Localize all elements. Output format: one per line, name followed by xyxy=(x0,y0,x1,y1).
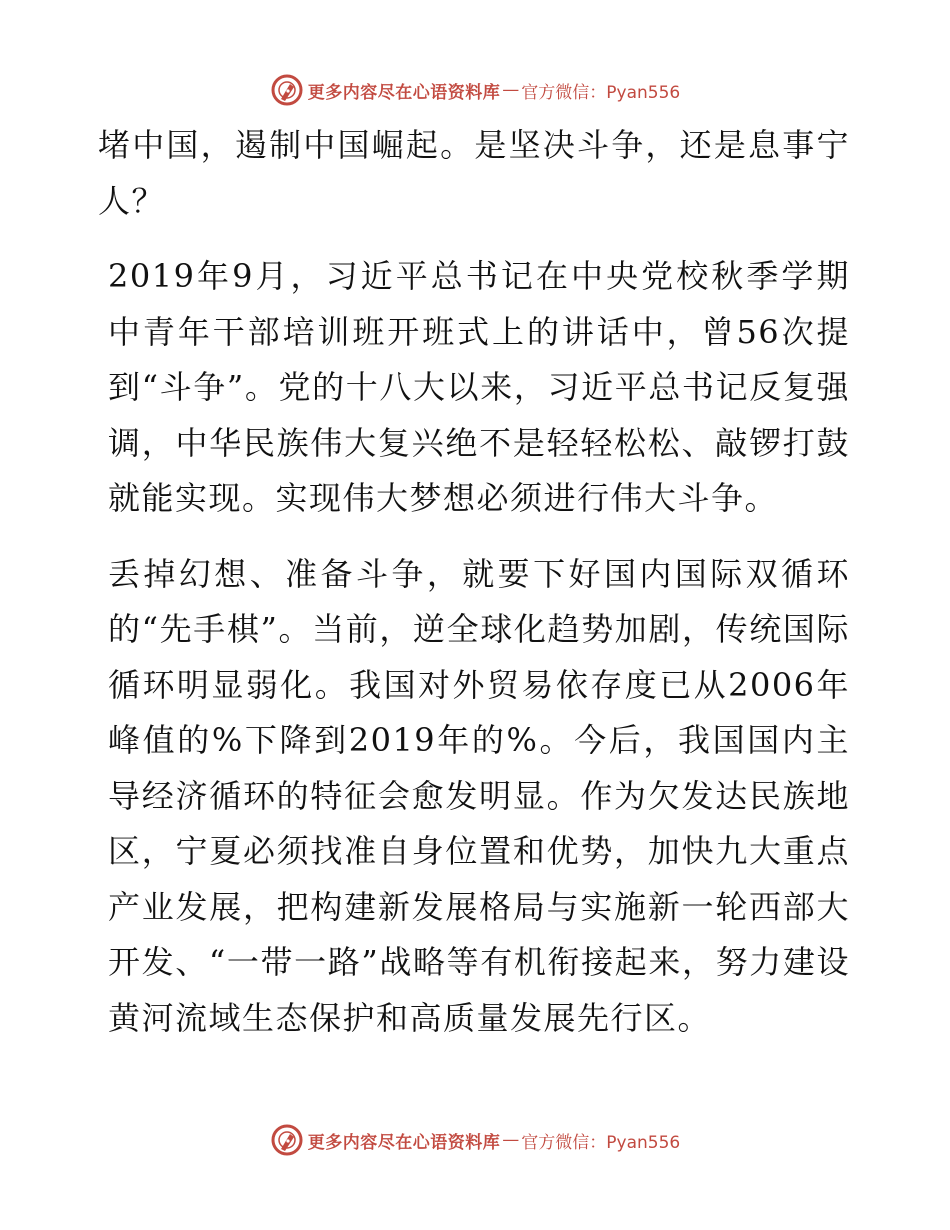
footer-promo-text: 更多内容尽在心语资料库 xyxy=(307,1132,501,1153)
footer-wechat-id: 官方微信：Pyan556 xyxy=(521,1132,681,1153)
paragraph-3: 丢掉幻想、准备斗争，就要下好国内国际双循环的“先手棋”。当前，逆全球化趋势加剧，传统国际循环明显弱化。我国对外贸易依存度已从2006年峰值的%下降到2019年的%。今后，我国国内主导经济循环的特征会愈发明显。作为欠发达民族地区，宁夏必须找准自身位置和优势，加快九大重点产业发展，把构建新发展格局与实施新一轮西部大开发、“一带一路”战略等有机衔接起来，努力建设黄河流域生态保护和高质量发展先行区。 xyxy=(108,554,850,1037)
footer-banner xyxy=(0,1120,950,1160)
header-dash: — xyxy=(502,80,520,100)
pen-nib-logo-icon xyxy=(270,73,304,107)
pen-nib-logo-icon xyxy=(270,1123,304,1157)
paragraph-2: 2019年9月，习近平总书记在中央党校秋季学期中青年干部培训班开班式上的讲话中，曾56次提到“斗争”。党的十八大以来，习近平总书记反复强调，中华民族伟大复兴绝不是轻轻松松、敲锣打鼓就能实现。实现伟大梦想必须进行伟大斗争。 xyxy=(108,257,850,517)
header-wechat-id: 官方微信：Pyan556 xyxy=(521,82,681,103)
document-body xyxy=(98,118,850,1066)
paragraph-1: 堵中国，遏制中国崛起。是坚决斗争，还是息事宁人？ xyxy=(98,126,850,220)
header-promo-text: 更多内容尽在心语资料库 xyxy=(307,82,501,103)
header-banner xyxy=(0,70,950,110)
footer-dash: — xyxy=(502,1130,520,1150)
